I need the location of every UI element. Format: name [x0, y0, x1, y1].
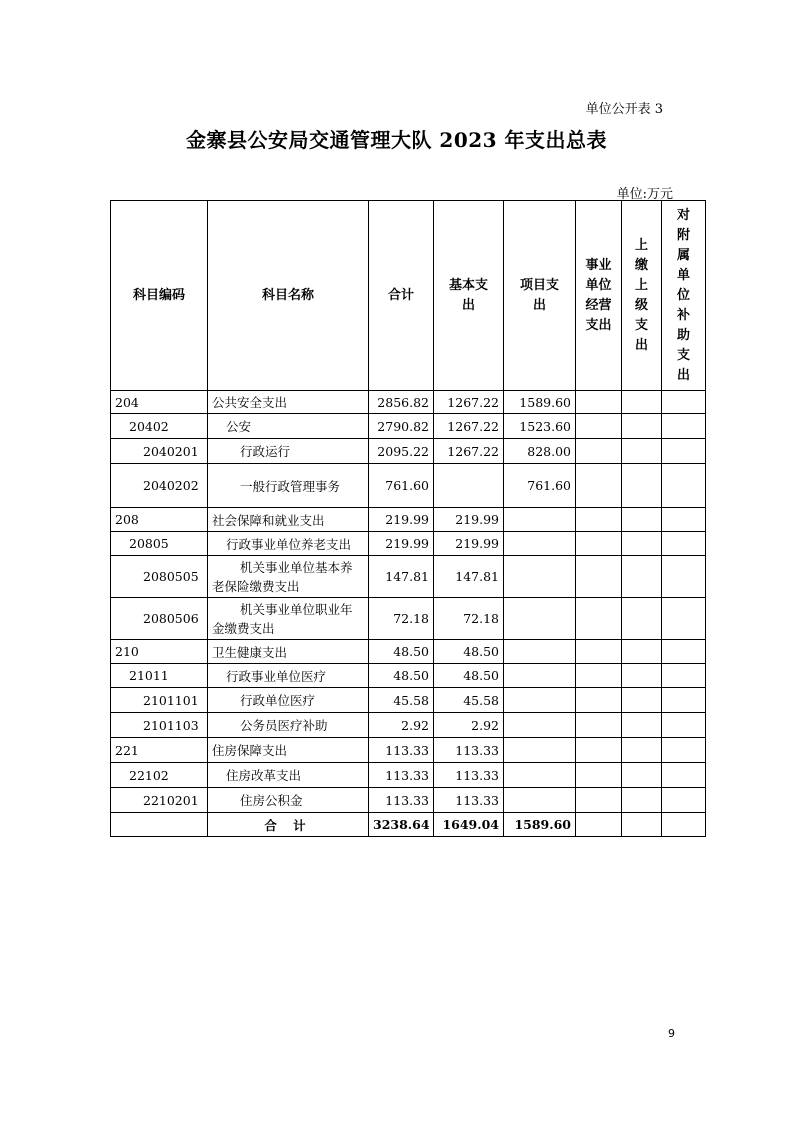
header-total: 合计: [369, 201, 434, 391]
row-basic: 72.18: [434, 598, 504, 640]
row-upper: [622, 688, 662, 713]
row-subsidy: [662, 738, 706, 763]
row-business: [576, 664, 622, 688]
row-business: [576, 414, 622, 439]
row-basic: 48.50: [434, 664, 504, 688]
row-subsidy: [662, 713, 706, 738]
unit-note: 单位:万元: [616, 187, 673, 202]
row-project: [504, 763, 576, 788]
row-code: 2040202: [111, 464, 208, 508]
row-subsidy: [662, 464, 706, 508]
row-project: 828.00: [504, 439, 576, 464]
row-subsidy: [662, 664, 706, 688]
row-subsidy: [662, 439, 706, 464]
row-subsidy: [662, 556, 706, 598]
row-total: 219.99: [369, 508, 434, 532]
header-basic: 基本支 出: [434, 201, 504, 391]
row-basic: 219.99: [434, 508, 504, 532]
row-project: 1589.60: [504, 391, 576, 414]
row-total: 113.33: [369, 738, 434, 763]
row-total: 761.60: [369, 464, 434, 508]
total-business: [576, 813, 622, 837]
row-basic: [434, 464, 504, 508]
table-row: [111, 464, 706, 508]
row-name-text: 机关事业单位基本养老保险缴费支出: [212, 559, 353, 594]
row-business: [576, 738, 622, 763]
row-business: [576, 532, 622, 556]
row-total: 113.33: [369, 788, 434, 813]
row-upper: [622, 788, 662, 813]
row-upper: [622, 439, 662, 464]
row-code: 2080505: [111, 556, 208, 598]
table-row: [111, 738, 706, 763]
row-business: [576, 688, 622, 713]
row-total: 45.58: [369, 688, 434, 713]
header-upper: 上 缴 上 级 支 出: [622, 201, 662, 391]
row-business: [576, 598, 622, 640]
expenditure-table: [110, 200, 706, 837]
row-name: [208, 556, 369, 598]
row-total: 48.50: [369, 664, 434, 688]
table-row: [111, 391, 706, 414]
row-project: [504, 640, 576, 664]
row-code: 2101101: [111, 688, 208, 713]
total-subsidy: [662, 813, 706, 837]
row-basic: 219.99: [434, 532, 504, 556]
table-row: [111, 713, 706, 738]
row-upper: [622, 713, 662, 738]
row-subsidy: [662, 688, 706, 713]
row-project: [504, 598, 576, 640]
row-name: 住房改革支出: [208, 763, 369, 788]
row-upper: [622, 556, 662, 598]
header-business: 事业 单位 经营 支出: [576, 201, 622, 391]
row-basic: 48.50: [434, 640, 504, 664]
row-code: 221: [111, 738, 208, 763]
row-upper: [622, 598, 662, 640]
row-name: 公安: [208, 414, 369, 439]
row-basic: 1267.22: [434, 439, 504, 464]
row-business: [576, 464, 622, 508]
row-name: 一般行政管理事务: [208, 464, 369, 508]
row-code: 2040201: [111, 439, 208, 464]
row-subsidy: [662, 532, 706, 556]
row-name: 行政运行: [208, 439, 369, 464]
row-business: [576, 713, 622, 738]
row-code: 22102: [111, 763, 208, 788]
header-subsidy: 对 附 属 单 位 补 助 支 出: [662, 201, 706, 391]
row-total: 113.33: [369, 763, 434, 788]
total-upper: [622, 813, 662, 837]
row-business: [576, 391, 622, 414]
row-code: 204: [111, 391, 208, 414]
row-subsidy: [662, 788, 706, 813]
table-row: [111, 532, 706, 556]
row-business: [576, 640, 622, 664]
row-project: [504, 556, 576, 598]
table-row: [111, 788, 706, 813]
total-project: 1589.60: [504, 813, 576, 837]
row-business: [576, 763, 622, 788]
row-upper: [622, 508, 662, 532]
header-name: 科目名称: [208, 201, 369, 391]
row-business: [576, 788, 622, 813]
row-subsidy: [662, 508, 706, 532]
row-subsidy: [662, 598, 706, 640]
table-row: [111, 664, 706, 688]
row-project: [504, 532, 576, 556]
row-name: 行政事业单位医疗: [208, 664, 369, 688]
row-code: 2101103: [111, 713, 208, 738]
row-code: 2210201: [111, 788, 208, 813]
total-total: 3238.64: [369, 813, 434, 837]
row-total: 72.18: [369, 598, 434, 640]
row-subsidy: [662, 391, 706, 414]
page-number: 9: [668, 1027, 675, 1040]
row-name: 行政事业单位养老支出: [208, 532, 369, 556]
header-row: [111, 201, 706, 391]
row-total: 2790.82: [369, 414, 434, 439]
total-code: [111, 813, 208, 837]
row-basic: 45.58: [434, 688, 504, 713]
row-basic: 113.33: [434, 763, 504, 788]
row-name: 住房保障支出: [208, 738, 369, 763]
row-business: [576, 508, 622, 532]
table-row: [111, 439, 706, 464]
row-project: [504, 788, 576, 813]
row-name-text: 机关事业单位职业年金缴费支出: [212, 601, 353, 636]
row-subsidy: [662, 414, 706, 439]
row-upper: [622, 414, 662, 439]
row-name: 公共安全支出: [208, 391, 369, 414]
header-code: 科目编码: [111, 201, 208, 391]
row-name: 行政单位医疗: [208, 688, 369, 713]
page-title: 金寨县公安局交通管理大队 2023 年支出总表: [185, 128, 608, 152]
table-row: [111, 640, 706, 664]
row-total: 2.92: [369, 713, 434, 738]
row-basic: 113.33: [434, 738, 504, 763]
row-project: 761.60: [504, 464, 576, 508]
header-project: 项目支 出: [504, 201, 576, 391]
table-row: [111, 598, 706, 640]
row-project: [504, 508, 576, 532]
row-upper: [622, 391, 662, 414]
row-name: [208, 598, 369, 640]
row-total: 2856.82: [369, 391, 434, 414]
row-basic: 147.81: [434, 556, 504, 598]
row-upper: [622, 640, 662, 664]
row-basic: 113.33: [434, 788, 504, 813]
row-basic: 1267.22: [434, 391, 504, 414]
row-code: 2080506: [111, 598, 208, 640]
total-row: [111, 813, 706, 837]
row-name: 卫生健康支出: [208, 640, 369, 664]
row-upper: [622, 464, 662, 508]
table-row: [111, 414, 706, 439]
total-label: 合 计: [208, 813, 369, 837]
row-name: 公务员医疗补助: [208, 713, 369, 738]
row-total: 147.81: [369, 556, 434, 598]
row-code: 21011: [111, 664, 208, 688]
row-project: 1523.60: [504, 414, 576, 439]
row-project: [504, 713, 576, 738]
row-basic: 1267.22: [434, 414, 504, 439]
row-code: 208: [111, 508, 208, 532]
table-number-note: 单位公开表 3: [585, 102, 663, 117]
table-row: [111, 508, 706, 532]
table-row: [111, 763, 706, 788]
row-basic: 2.92: [434, 713, 504, 738]
row-business: [576, 439, 622, 464]
row-name: 住房公积金: [208, 788, 369, 813]
row-project: [504, 664, 576, 688]
row-subsidy: [662, 763, 706, 788]
row-project: [504, 738, 576, 763]
row-code: 20402: [111, 414, 208, 439]
table-row: [111, 556, 706, 598]
row-code: 210: [111, 640, 208, 664]
row-name: 社会保障和就业支出: [208, 508, 369, 532]
row-code: 20805: [111, 532, 208, 556]
row-upper: [622, 738, 662, 763]
total-basic: 1649.04: [434, 813, 504, 837]
row-project: [504, 688, 576, 713]
row-upper: [622, 763, 662, 788]
row-upper: [622, 664, 662, 688]
row-total: 2095.22: [369, 439, 434, 464]
row-upper: [622, 532, 662, 556]
row-total: 48.50: [369, 640, 434, 664]
table-row: [111, 688, 706, 713]
row-subsidy: [662, 640, 706, 664]
row-total: 219.99: [369, 532, 434, 556]
row-business: [576, 556, 622, 598]
